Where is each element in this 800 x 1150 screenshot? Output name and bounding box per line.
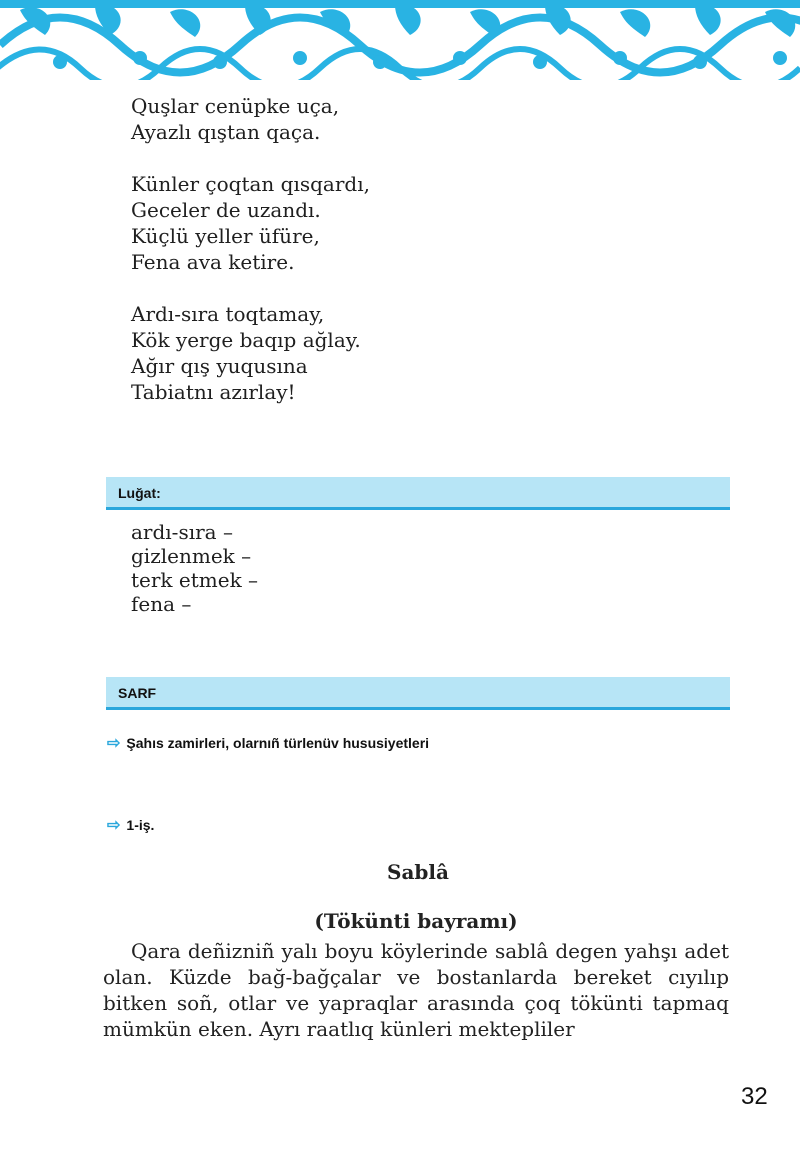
section-title: SARF [118,685,157,701]
poem-line: Quşlar cenüpke uça, [131,94,340,118]
exercise-heading [107,815,154,835]
arrow-right-icon: ⇨ [107,735,121,752]
exercise-label: 1-iş. [126,817,155,833]
poem-line: Ağır qış yuqusına [131,354,308,378]
poem-line: Geceler de uzandı. [131,198,321,222]
reading-body [103,908,729,1042]
poem-stanza [131,301,691,405]
poem-line: Küçlü yeller üfüre, [131,224,320,248]
topic-text: Şahıs zamirleri, olarnıñ türlenüv hususiyetleri [126,735,430,751]
poem-line: Ardı-sıra toqtamay, [131,302,325,326]
poem-line: Ayazlı qıştan qaça. [131,120,321,144]
glossary-term: terk etmek – [131,568,259,592]
glossary-title: Luğat: [118,485,161,501]
poem-stanza [131,171,691,275]
glossary-header-bar [106,477,730,510]
glossary-term: gizlenmek – [131,544,252,568]
glossary-list [131,520,258,616]
section-header-bar [106,677,730,710]
poem-line: Kök yerge baqıp ağlay. [131,328,361,352]
reading-paragraph: Qara deñizniñ yalı boyu köylerinde sablâ degen yahşı adet olan. Küzde bağ-bağçalar ve bostanlarda bereket cıyılıp bitken soñ, otlar ve yapraqlar arasında çoq tökünti tapmaq mümkün eken. Ayrı raatlıq künleri mektepliler [103,939,729,1041]
poem-line: Künler çoqtan qısqardı, [131,172,370,196]
poem-stanza [131,93,691,145]
glossary-term: ardı-sıra – [131,520,233,544]
page-number: 32 [741,1083,768,1110]
reading-subtitle: (Tökünti bayramı) [314,909,518,933]
topic-heading [107,733,429,753]
poem-line: Tabiatnı azırlay! [131,380,296,404]
reading-title: Sablâ [387,860,449,884]
floral-border-ornament [0,0,800,80]
poem-line: Fena ava ketire. [131,250,295,274]
poem [131,93,691,431]
arrow-right-icon: ⇨ [107,817,121,834]
glossary-term: fena – [131,592,192,616]
